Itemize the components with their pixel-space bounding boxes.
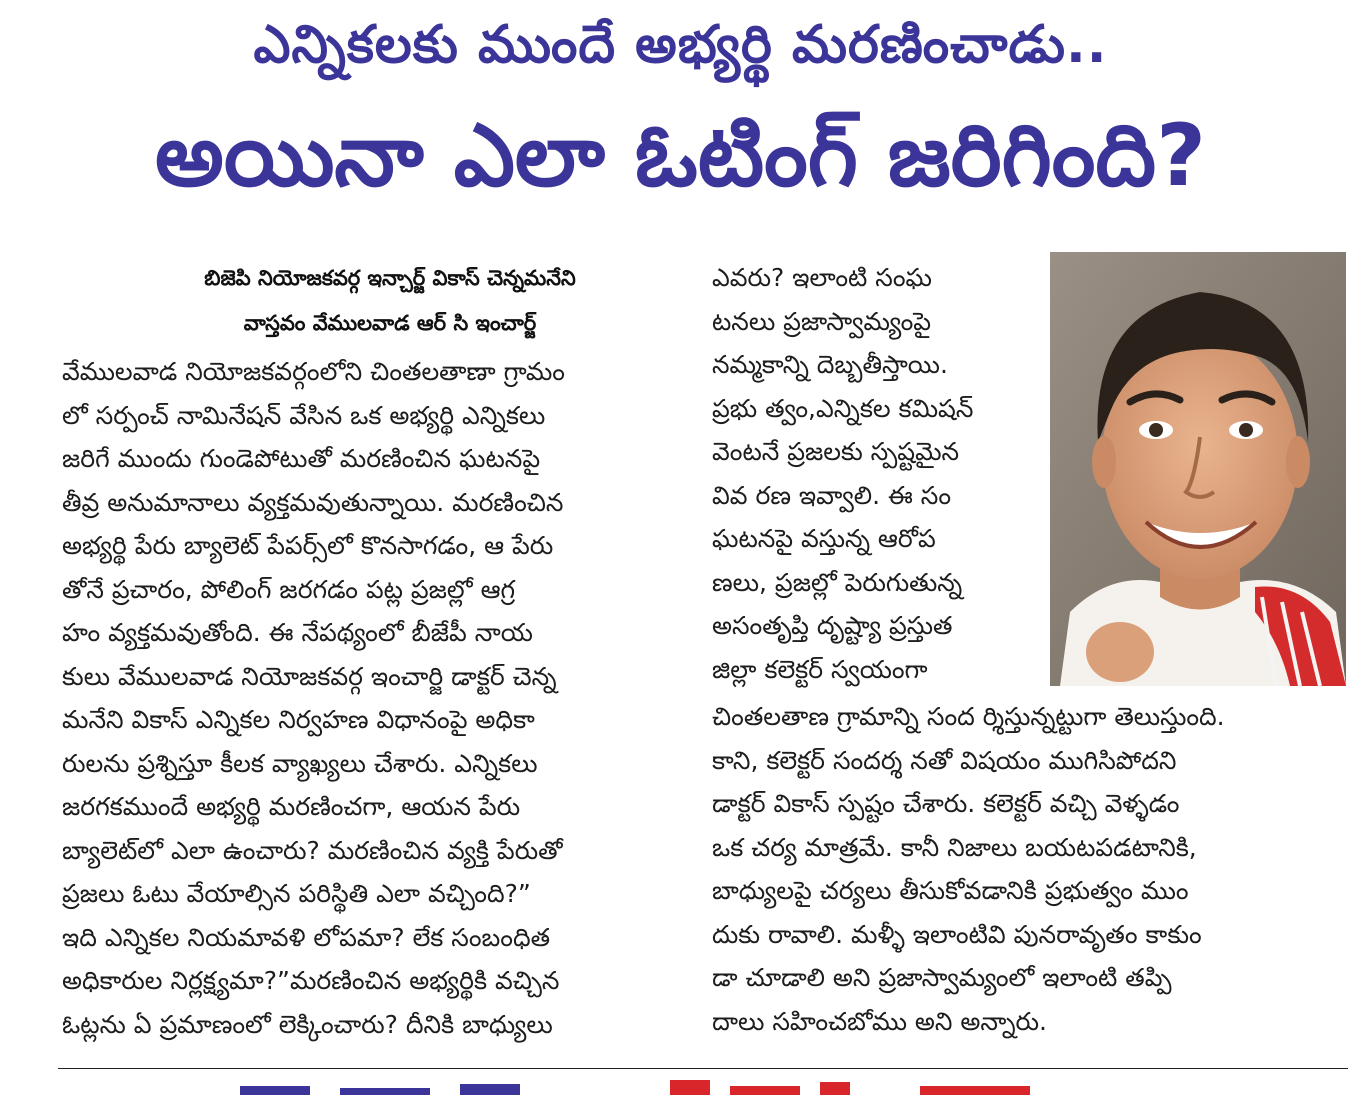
body-line: అభ్యర్థి పేరు బ్యాలెట్ పేపర్స్‌లో కొనసాగడం, ఆ పేరు xyxy=(62,531,554,560)
byline-line-1: బిజెపి నియోజకవర్గ ఇన్చార్జ్ వికాస్ చెన్నమనేని xyxy=(204,266,576,290)
body-line: టనలు ప్రజాస్వామ్యంపై xyxy=(712,306,932,336)
portrait-photo xyxy=(1050,252,1346,686)
body-line: కులు వేములవాడ నియోజకవర్గ ఇంచార్జి డాక్టర్ చెన్న xyxy=(62,661,557,691)
cropped-headline-tops xyxy=(220,1080,1140,1095)
portrait-illustration xyxy=(1050,252,1346,686)
body-line: ఎవరు? ఇలాంటి సంఘ xyxy=(712,263,932,292)
body-line: మనేని వికాస్ ఎన్నికల నిర్వహణ విధానంపై అధికా xyxy=(62,705,535,734)
body-line: ప్రభు త్వం,ఎన్నికల కమిషన్ xyxy=(712,393,974,423)
body-line: వివ రణ ఇవ్వాలి. ఈ సం xyxy=(712,480,952,510)
body-line: కాని, కలెక్టర్ సందర్శ నతో విషయం ముగిసిపోదని xyxy=(712,745,1177,775)
body-line: బాధ్యులపై చర్యలు తీసుకోవడానికి ప్రభుత్వం ముం xyxy=(712,876,1189,905)
body-line: అధికారుల నిర్లక్ష్యమా?”మరణించిన అభ్యర్థికి వచ్చిన xyxy=(62,966,560,995)
body-line: చింతలతాణ గ్రామాన్ని సంద ర్శిస్తున్నట్టుగా తెలుస్తుంది. xyxy=(712,702,1225,731)
body-line: ఇది ఎన్నికల నియమావళి లోపమా? లేక సంబంధిత xyxy=(62,922,551,952)
body-line: హం వ్యక్తమవుతోంది. ఈ నేపథ్యంలో బీజేపీ నాయ xyxy=(62,618,533,647)
body-line: ణలు, ప్రజల్లో పెరుగుతున్న xyxy=(712,567,963,597)
body-line: ఓట్లను ఏ ప్రమాణంలో లెక్కించారు? దీనికి బాధ్యులు xyxy=(62,1009,553,1039)
body-line: జరిగే ముందు గుండెపోటుతో మరణించిన ఘటనపై xyxy=(62,444,541,473)
body-line: తోనే ప్రచారం, పోలింగ్ జరగడం పట్ల ప్రజల్లో ఆగ్ర xyxy=(62,574,516,604)
section-divider xyxy=(58,1068,1348,1069)
body-line: వేములవాడ నియోజకవర్గంలోని చింతలతాణా గ్రామం xyxy=(62,357,565,386)
body-line: జరగకముందే అభ్యర్థి మరణించగా, ఆయన పేరు xyxy=(62,792,521,821)
next-headline-fragment xyxy=(220,1080,1140,1095)
headline-line-1: ఎన్నికలకు ముందే అభ్యర్థి మరణించాడు.. xyxy=(253,15,1108,75)
body-line: లో సర్పంచ్ నామినేషన్ వేసిన ఒక అభ్యర్థి ఎన్నికలు xyxy=(62,400,546,430)
body-line: బ్యాలెట్‌లో ఎలా ఉంచారు? మరణించిన వ్యక్తి పేరుతో xyxy=(62,835,563,865)
body-line: అసంతృప్తి దృష్ట్యా ప్రస్తుత xyxy=(712,611,953,640)
body-line: నమ్మకాన్ని దెబ్బతీస్తాయి. xyxy=(712,350,948,379)
body-line: దాలు సహించబోము అని అన్నారు. xyxy=(712,1006,1047,1036)
body-line: డాక్టర్ వికాస్ స్పష్టం చేశారు. కలెక్టర్ వచ్చి వెళ్ళడం xyxy=(712,789,1180,818)
byline-line-2: వాస్తవం వేములవాడ ఆర్ సి ఇంచార్జ్ xyxy=(243,311,537,335)
body-line: డా చూడాలి అని ప్రజాస్వామ్యంలో ఇలాంటి తప్పి xyxy=(712,963,1172,992)
body-line: వెంటనే ప్రజలకు స్పష్టమైన xyxy=(712,437,960,466)
body-line: తీవ్ర అనుమానాలు వ్యక్తమవుతున్నాయి. మరణించిన xyxy=(62,487,564,517)
body-line: దుకు రావాలి. మళ్ళీ ఇలాంటివి పునరావృతం కాకుం xyxy=(712,919,1202,949)
headline-line-2: అయినా ఎలా ఓటింగ్ జరిగింది? xyxy=(155,106,1206,206)
body-line: రులను ప్రశ్నిస్తూ కీలక వ్యాఖ్యలు చేశారు. ఎన్నికలు xyxy=(62,748,538,778)
body-line: ఘటనపై వస్తున్న ఆరోప xyxy=(712,524,936,553)
body-line: ఒక చర్య మాత్రమే. కానీ నిజాలు బయటపడటానికి, xyxy=(712,832,1197,862)
body-line: జిల్లా కలెక్టర్ స్వయంగా xyxy=(712,654,928,684)
body-line: ప్రజలు ఓటు వేయాల్సిన పరిస్థితి ఎలా వచ్చింది?” xyxy=(62,879,531,908)
